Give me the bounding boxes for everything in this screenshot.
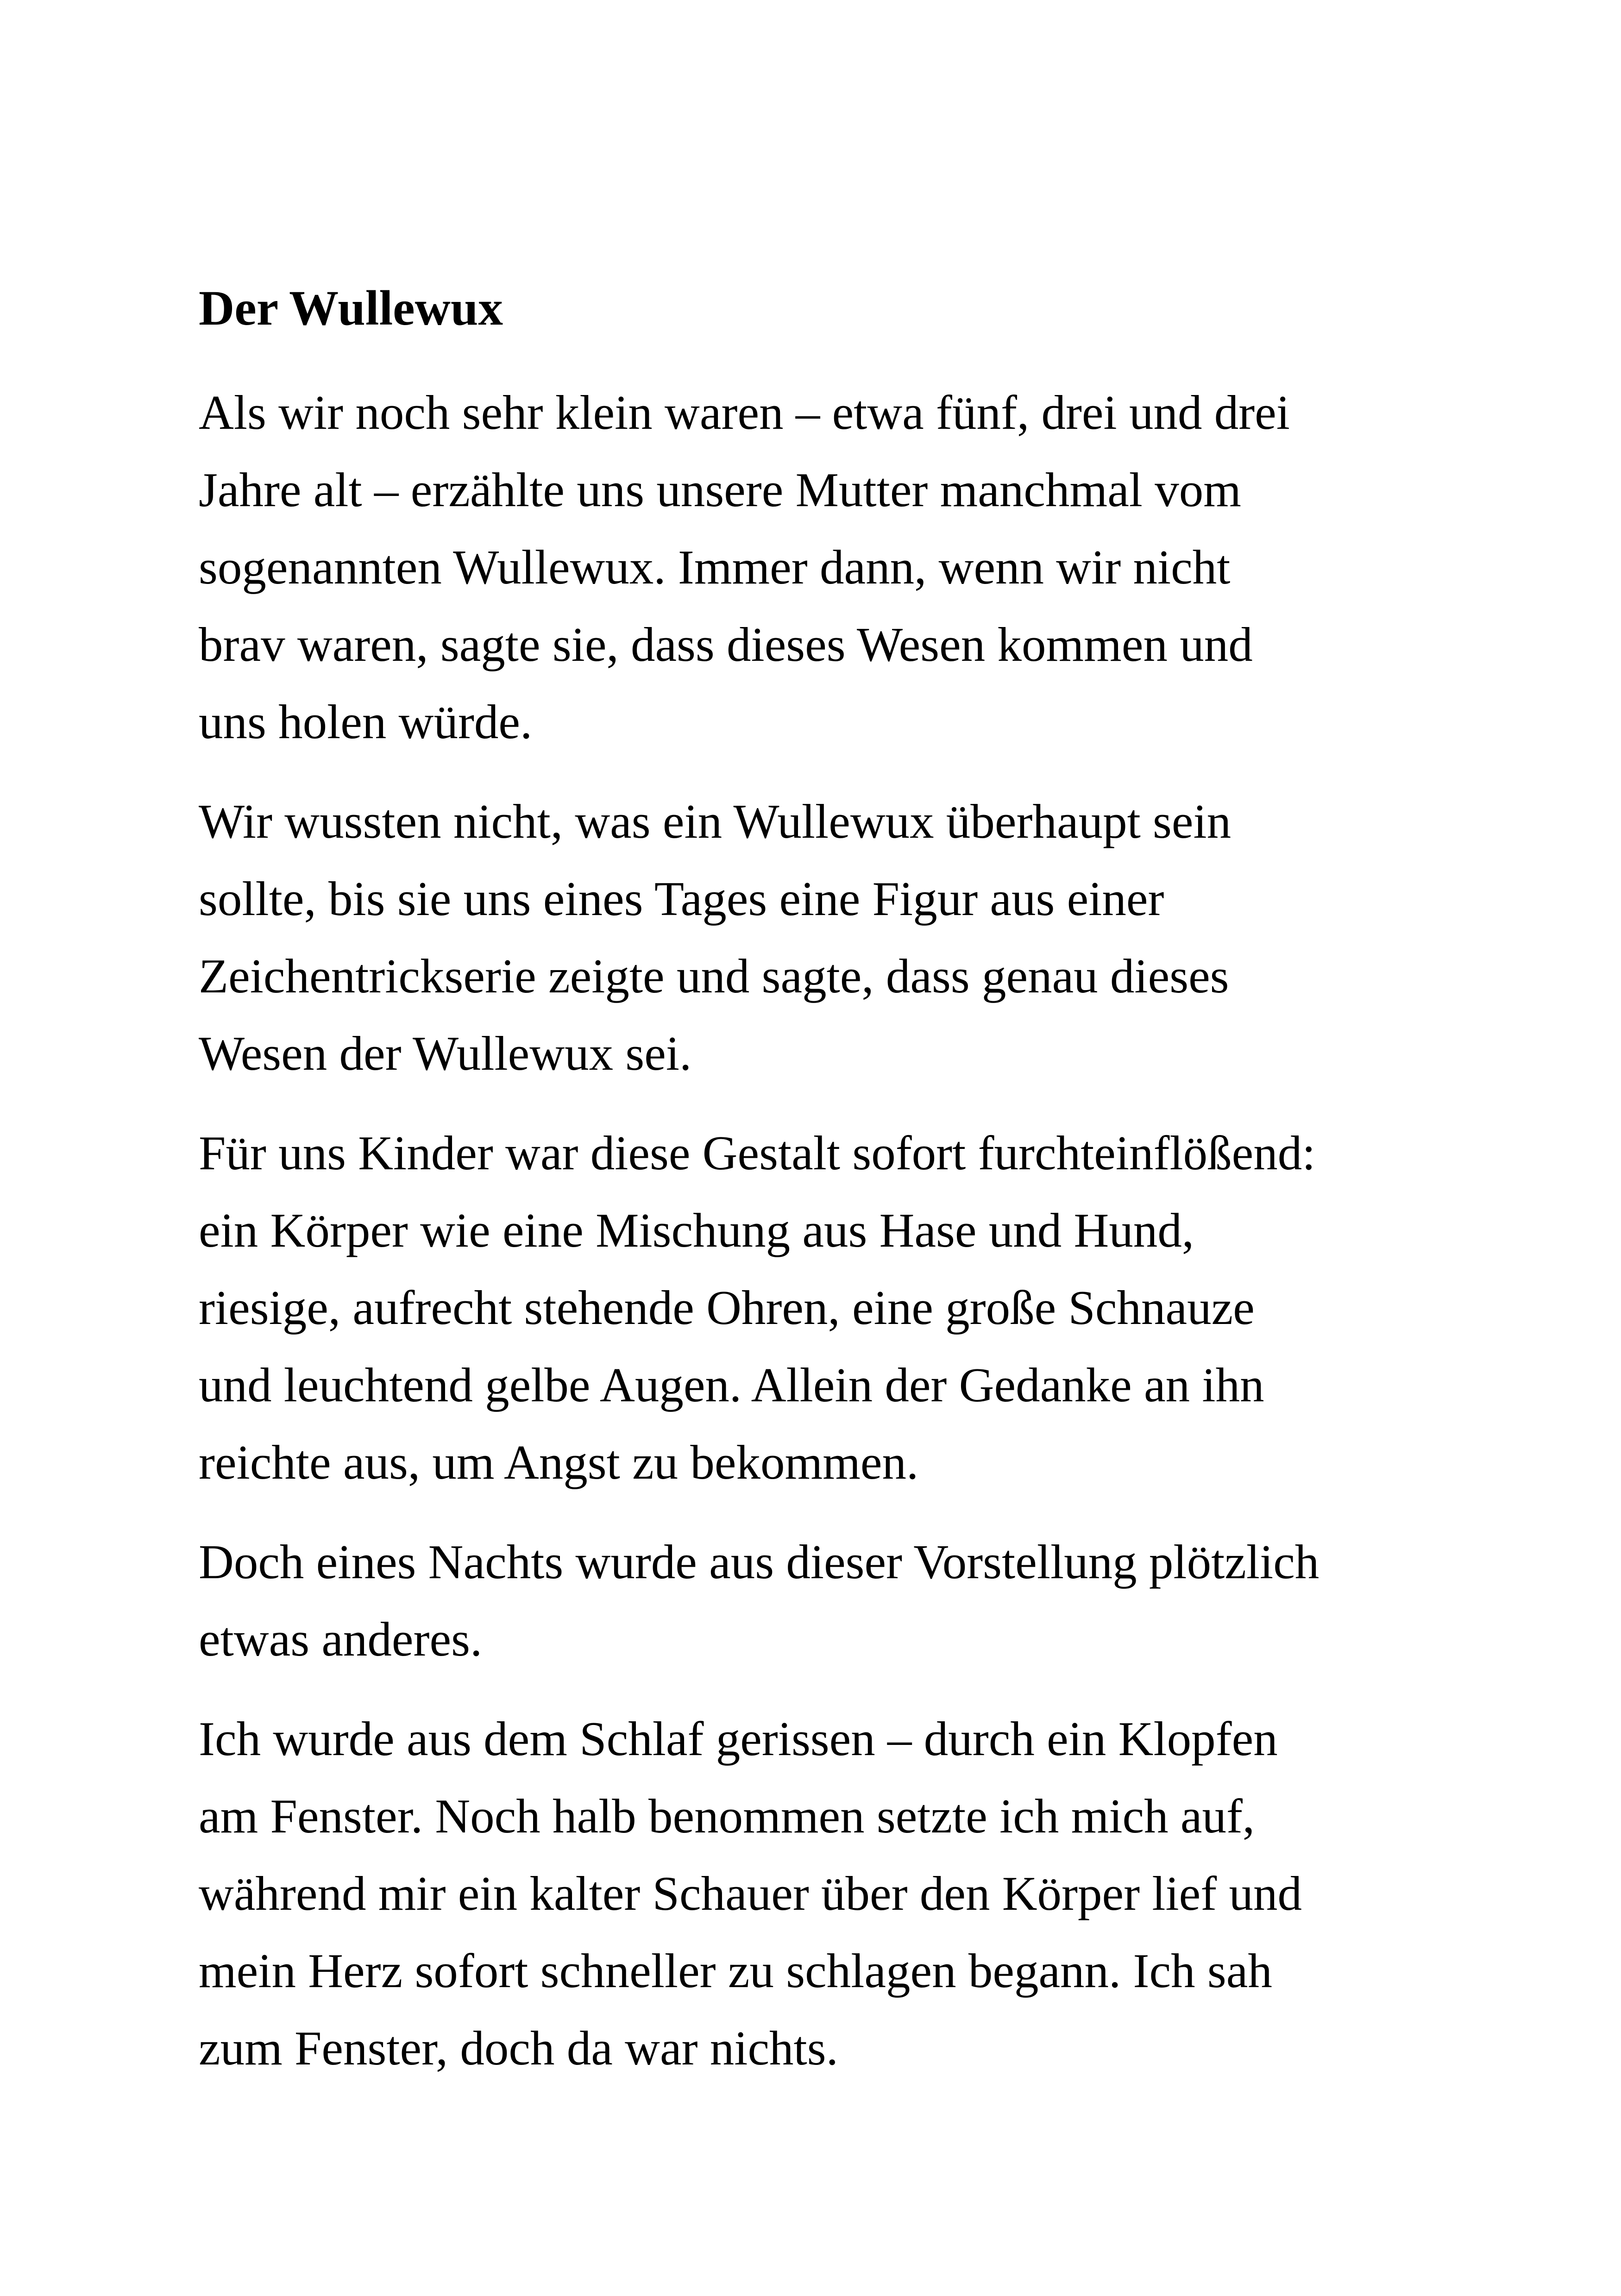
text-line: riesige, aufrecht stehende Ohren, eine große Schnauze (199, 1280, 1255, 1335)
text-line: sogenannten Wullewux. Immer dann, wenn wir nicht (199, 540, 1231, 594)
paragraph-5 (199, 1700, 1431, 2087)
text-line: etwas anderes. (199, 1612, 483, 1666)
text-line: brav waren, sagte sie, dass dieses Wesen kommen und (199, 617, 1253, 671)
text-line: während mir ein kalter Schauer über den Körper lief und (199, 1866, 1302, 1920)
text-line: Doch eines Nachts wurde aus dieser Vorstellung plötzlich (199, 1535, 1319, 1589)
text-line: am Fenster. Noch halb benommen setzte ich mich auf, (199, 1789, 1255, 1843)
paragraph-2 (199, 783, 1431, 1092)
page-title: Der Wullewux (199, 281, 503, 336)
text-line: Wesen der Wullewux sei. (199, 1026, 692, 1080)
text-line: zum Fenster, doch da war nichts. (199, 2021, 838, 2075)
text-line: sollte, bis sie uns eines Tages eine Figur aus einer (199, 872, 1164, 926)
text-line: Jahre alt – erzählte uns unsere Mutter manchmal vom (199, 463, 1241, 517)
paragraph-1 (199, 374, 1431, 760)
text-line: Für uns Kinder war diese Gestalt sofort furchteinflößend: (199, 1126, 1316, 1180)
text-line: Als wir noch sehr klein waren – etwa fünf, drei und drei (199, 385, 1290, 439)
text-line: ein Körper wie eine Mischung aus Hase und Hund, (199, 1203, 1194, 1257)
paragraph-4 (199, 1523, 1431, 1678)
text-line: Ich wurde aus dem Schlaf gerissen – durch ein Klopfen (199, 1712, 1278, 1766)
text-line: uns holen würde. (199, 695, 533, 749)
text-line: mein Herz sofort schneller zu schlagen begann. Ich sah (199, 1944, 1272, 1998)
text-line: und leuchtend gelbe Augen. Allein der Gedanke an ihn (199, 1358, 1264, 1412)
text-line: Wir wussten nicht, was ein Wullewux überhaupt sein (199, 794, 1231, 848)
paragraph-3 (199, 1114, 1431, 1501)
text-line: reichte aus, um Angst zu bekommen. (199, 1435, 919, 1489)
text-line: Zeichentrickserie zeigte und sagte, dass genau dieses (199, 949, 1229, 1003)
document-body (199, 374, 1431, 2109)
